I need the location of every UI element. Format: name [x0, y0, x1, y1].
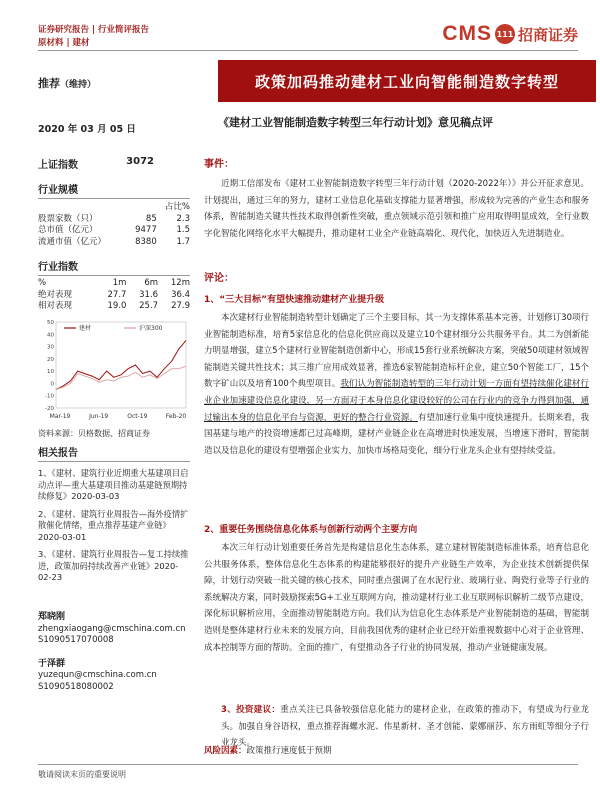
perf-value: 31.6 — [139, 289, 159, 300]
perf-value: 27.7 — [107, 289, 127, 300]
related-report-item[interactable]: 2、《建材、建筑行业周报告—海外疫情扩散催化情绪，重点推荐基建产业链》2020-03-01 — [38, 508, 189, 542]
table-row — [38, 278, 190, 290]
chart-source: 资料来源：贝格数据、招商证券 — [38, 429, 150, 438]
x-tick-label: Jun-19 — [89, 413, 109, 420]
report-type: 证券研究报告 | 行业简评报告 — [38, 25, 150, 35]
perf-value: 27.9 — [171, 301, 190, 311]
legend-label: 建材 — [79, 325, 92, 332]
scale-value: 8380 — [135, 236, 157, 247]
y-tick-label: -20 — [45, 406, 54, 412]
author-name: 于泽群 — [38, 658, 66, 669]
performance-title: 行业指数 — [38, 258, 190, 276]
table-row — [38, 237, 190, 249]
author — [38, 612, 190, 647]
perf-header: % — [38, 278, 47, 288]
performance-panel — [38, 258, 190, 313]
scale-label: 股票家数（只） — [38, 213, 98, 224]
section2-title: 2、重要任务围绕信息化体系与创新行动两个主要方向 — [204, 525, 418, 535]
index-row — [38, 156, 190, 171]
y-tick-label: 0 — [50, 381, 54, 388]
authors-panel — [38, 612, 190, 693]
scale-pct: 1.5 — [176, 225, 190, 235]
author-id: S1090517070008 — [38, 635, 114, 645]
rating-label: 推荐 — [38, 77, 60, 90]
perf-label: 绝对表现 — [38, 289, 73, 300]
report-sector: 原材料 | 建材 — [38, 38, 90, 48]
legend-label: 沪深300 — [139, 325, 163, 332]
author-id: S1090518080002 — [38, 681, 114, 692]
report-title: 政策加码推动建材工业向智能制造数字转型 — [218, 60, 596, 102]
review-label: 评论： — [204, 273, 234, 284]
scale-label: 流通市值（亿元） — [38, 236, 107, 247]
perf-header: 6m — [144, 278, 159, 288]
y-tick-label: 40 — [47, 332, 54, 339]
scale-value: 9477 — [135, 225, 157, 235]
table-row — [38, 225, 190, 237]
logo-cms-text: CMS — [442, 22, 492, 45]
related-report-item[interactable]: 3、《建材、建筑行业周报告—复工持续推进，政策加码持续改善产业链》2020-02-23 — [38, 549, 189, 582]
logo-cn-text: 招商证券 — [517, 25, 578, 44]
related-reports-panel — [38, 444, 190, 584]
event-label: 事件： — [204, 159, 234, 170]
section2-text: 本次三年行动计划重要任务首先是构建信息化生态体系，建立建材智能制造标准体系，培育信息化公共服务体系，整体信息化生态体系的构建能够很好的提升产业链生产效率，为企业技术创新提供保障，计划行动突破一批关键的核心技术，同时重点强调了在水泥行业、玻璃行业、陶瓷行业等子行业的系统解决方案，同时鼓励探索5G+工业互联网方向，推动建材行业工业互联网标识解析二级节点建设，深化标识解析应用，全面推动智能制造方向。我们认为信息化生态体系是产业智能制造的基础，智能制造则是整体建材行业未来的发展方向，目前我国优秀的建材企业已经开始重视数据中心对于企业管理、成本控制等方面的帮助。全面的推广，有望推动各子行业的协同发展，推动产业链健康发展。 — [204, 543, 589, 653]
series-line-0 — [56, 340, 186, 389]
industry-scale-title: 行业规模 — [38, 181, 190, 199]
series-line-1 — [56, 366, 186, 389]
chart-frame — [56, 322, 186, 408]
report-subtitle: 《建材工业智能制造数字转型三年行动计划》意见稿点评 — [218, 116, 493, 129]
perf-header: 12m — [170, 278, 190, 288]
section1-end: 有望加速行业集中度快速提升。长期来看，我国基建与地产的投资增速都已过高峰期，建材产业链企业在高增进时快速发展，当增速下滑时，智能制造以及信息化的建设有望增强企业实力，加快市场格局变化，细分行业龙头企业有望持续受益。 — [204, 412, 589, 456]
footer-divider — [38, 764, 578, 765]
y-tick-label: 20 — [47, 356, 54, 363]
table-row — [38, 290, 190, 302]
index-value: 3072 — [126, 156, 154, 167]
table-row — [38, 202, 190, 214]
footer-note: 敬请阅读末页的重要说明 — [38, 770, 126, 779]
x-tick-label: Feb-20 — [165, 413, 187, 420]
pct-header: 占比% — [164, 202, 190, 212]
section1-text — [204, 310, 589, 459]
y-tick-label: 30 — [47, 344, 54, 351]
author — [38, 659, 190, 694]
industry-scale-table — [38, 202, 190, 248]
scale-label: 总市值（亿元） — [38, 225, 98, 235]
section3-text: 重点关注已具备较强信息化能力的建材企业，在政策的推动下，有望成为行业龙头。加强自身谷语权，重点推荐海螺水泥、伟星新材、圣才创能、蒙娜丽莎、东方雨虹等细分子行业龙头。 — [221, 705, 589, 749]
risk-label: 风险因素： — [204, 746, 247, 756]
section1-title: 1、“三大目标”有望快速推动建材产业提升级 — [204, 295, 385, 305]
related-report-item[interactable]: 1、《建材、建筑行业近期重大基建项目启动点评—重大基建项目推动基建链预期持续修复》2020-03-03 — [38, 468, 189, 501]
table-row — [38, 214, 190, 226]
rating-sub: （维持） — [60, 80, 97, 90]
company-logo — [442, 22, 578, 46]
performance-table — [38, 278, 190, 313]
perf-label: 相对表现 — [38, 301, 73, 311]
author-email[interactable]: yuzequn@cmschina.com.cn — [38, 670, 157, 680]
logo-seal-icon: 111 — [495, 24, 515, 44]
header-divider — [38, 50, 578, 51]
report-date: 2020 年 03 月 05 日 — [38, 124, 136, 135]
author-email[interactable]: zhengxiaogang@cmschina.com.cn — [38, 623, 186, 634]
index-label: 上证指数 — [38, 160, 78, 171]
rating — [38, 75, 96, 91]
scale-value: 85 — [145, 213, 157, 224]
y-tick-label: 50 — [47, 320, 54, 326]
risk — [204, 743, 589, 760]
perf-value: 19.0 — [107, 301, 127, 311]
perf-header: 1m — [112, 278, 127, 288]
section1-p1: 本次建材行业智能制造转型计划确定了三个主要目标，其一为支撑体系基本完善，计划修订30项行业智能制造标准，培育5家信息化的信息化供应商以及建立10个建材细分公共服务平台。其二为创新能力明显增强，建立5个建材行业智能制造创新中心，形成15套行业系统解决方案，突破50项建材领域智能制造关键共性技术；其三推广应用成效显著，推选6家智能制造标杆企业，建立50个智能工厂，15个数字矿山以及培育100个典型项目。 — [204, 313, 589, 390]
performance-chart — [38, 316, 190, 424]
author-name: 郑晓刚 — [38, 612, 66, 622]
section1-underlined: 我们认为智能制造转型的三年行动计划一方面有望持续催化建材行业企业加速建设信息化建设，另一方面对于本身信息化建设较好的公司在行业内的竞争力得到加强，通过输出本身的信息化平台与资源，更好的整合行业资源。 — [204, 379, 589, 423]
index-panel — [38, 156, 190, 171]
y-tick-label: 10 — [47, 369, 54, 376]
perf-value: 25.7 — [139, 301, 159, 311]
table-row — [38, 301, 190, 313]
y-tick-label: -10 — [45, 393, 54, 400]
risk-text: 政策推行速度低于预期 — [246, 746, 332, 756]
x-tick-label: Oct-19 — [127, 413, 148, 420]
report-header — [38, 24, 149, 50]
perf-value: 36.4 — [171, 289, 190, 300]
related-title: 相关报告 — [38, 444, 190, 462]
x-tick-label: Mar-19 — [49, 413, 71, 420]
event-text: 近期工信部发布《建材工业智能制造数字转型三年行动计划（2020-2022年）》并公开征求意见。计划提出，通过三年的努力，建材工业信息化基础支撑能力显著增强，形成较为完善的产业生态和服务体系，智能制造关键共性技术取得创新性突破，重点领域示范引领和推广应用取得明显成效，全行业数字化智能化网络化水平大幅提升，推动建材工业全产业链高端化、现代化，加快迈入先进制造业。 — [204, 179, 589, 239]
section3-label: 3、投资建议： — [221, 705, 281, 715]
scale-pct: 1.7 — [176, 236, 190, 247]
industry-scale-panel — [38, 181, 190, 248]
scale-pct: 2.3 — [176, 213, 190, 224]
